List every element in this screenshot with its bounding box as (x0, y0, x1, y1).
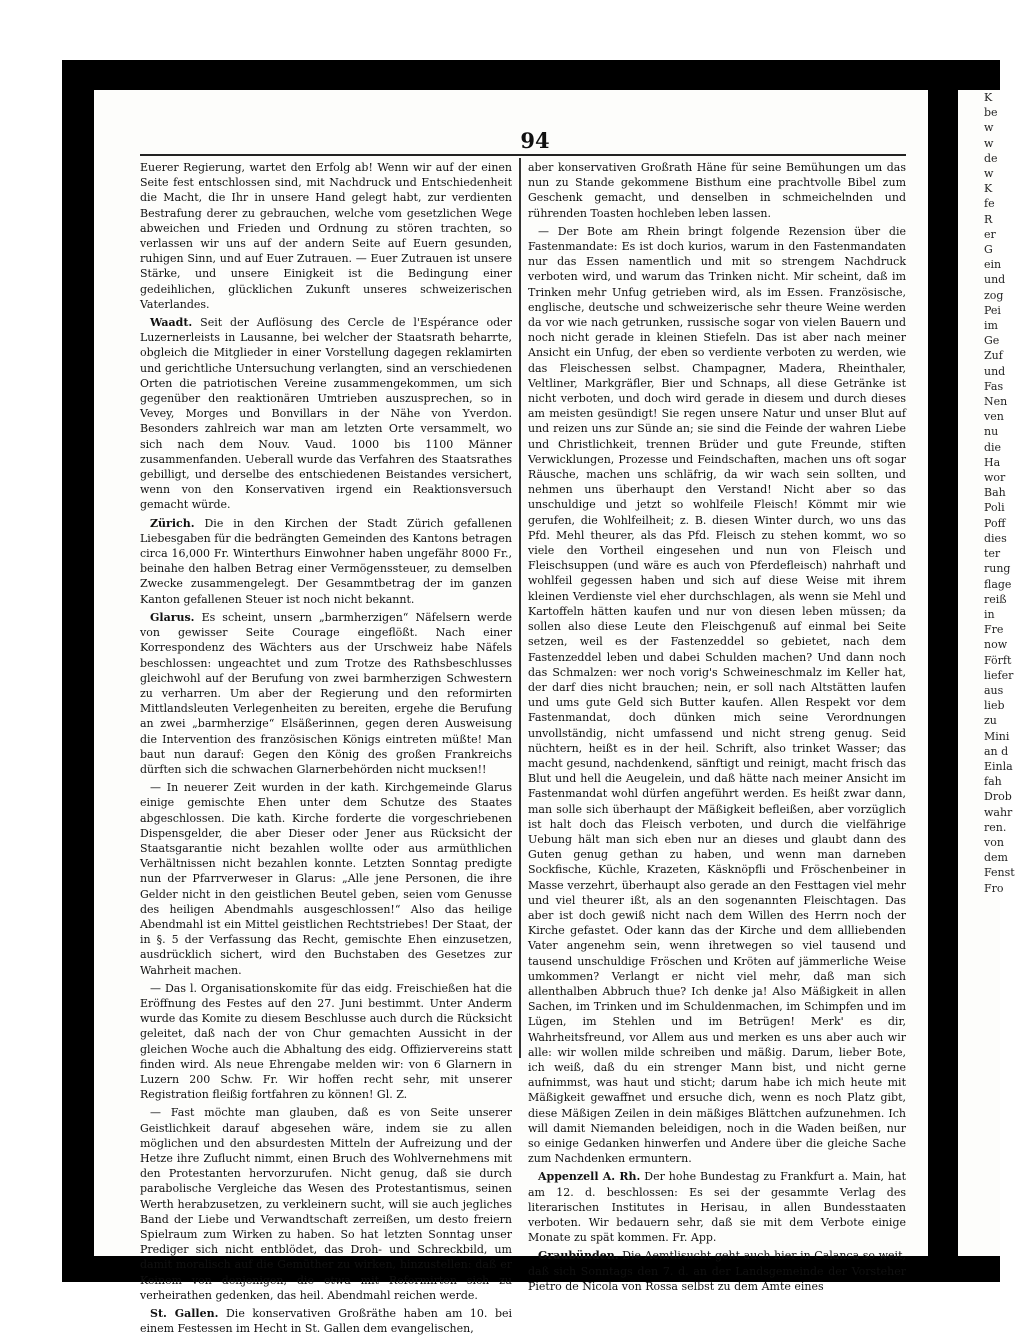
next-page-line-fragment: Ge (984, 334, 1000, 348)
next-page-line-fragment: reiß (984, 592, 1007, 606)
next-page-line-fragment: und (984, 273, 1006, 287)
paragraph-text: Die konservativen Großräthe haben am 10. bei einem Festessen im Hecht in St. Gallen dem evangelischen, (140, 1307, 513, 1336)
next-page-line-fragment: Poli (984, 501, 1005, 515)
next-page-line-fragment: Förft (984, 653, 1012, 667)
paragraph-text: — Das l. Organisationskomite für das eidg. Freischießen hat die Eröffnung des Festes auf den 27. Juni bestimmt. Unter Anderm wurde das Komite zu diesem Beschlusse auch durch die Rücksicht geleitet, daß nach der von Chur gemachten Aussicht in der gleichen Woche auch die Abhaltung des eidg. Offiziervereins statt finden wird. Als neue Ehrengabe melden wir: von 6 Glarnern in Luzern 200 Schw. Fr. Wir hoffen recht sehr, mit unserer Registration fleißig fortfahren zu können! Gl. Z. (140, 981, 512, 1102)
next-page-line-fragment: wor (984, 471, 1006, 485)
next-page-line-fragment: ein (984, 258, 1002, 272)
paragraph-text: Es scheint, unsern „barmherzigen“ Näfelsern werde von gewisser Seite Courage eingeflößt. Nach einer Korrespondenz des Wächters aus der Urschweiz habe Näfels beschlossen: ungeachtet und zum Trotze des Rathsbeschlusses gleichwohl auf der Berufung von zwei barmherzigen Schwestern zu verharren. Um aber der Regierung und den reformirten Mittlandsleuten Verlegenheiten zu bereiten, ergehe die Berufung an zwei „barmherzige“ Elsäßerinnen, gegen deren Ausweisung die Intervention des französischen Königs eintreten müßte! Man baut nun darauf: Gegen den König des großen Frankreichs dürften sich die schwachen Glarnerbehörden nicht mucksen!! (140, 610, 513, 776)
next-page-line-fragment: ren. (984, 820, 1007, 834)
scan-border-top (62, 60, 1000, 90)
next-page-line-fragment: Ha (984, 455, 1001, 469)
next-page-line-fragment: Fro (984, 881, 1004, 895)
adjacent-page-fragment (958, 90, 1015, 1256)
scan-border-left (62, 60, 94, 1282)
article-paragraph (140, 516, 512, 607)
next-page-line-fragment: er (984, 227, 996, 241)
next-page-line-fragment: an d (984, 744, 1009, 758)
next-page-line-fragment: de (984, 151, 998, 165)
next-page-line-fragment: Nen (984, 395, 1008, 409)
next-page-line-fragment: und (984, 364, 1006, 378)
scan-gutter (928, 60, 958, 1282)
next-page-line-fragment: K (984, 182, 993, 196)
paragraph-text: Die in den Kirchen der Stadt Zürich gefallenen Liebesgaben für die bedrängten Gemeinden des Kantons betragen circa 16,000 Fr. Winterthurs Einwohner haben ungefähr 8000 Fr., beinahe den halben Betrag einer Vermögenssteuer, zu demselben Zwecke zusammengelegt. Der Gesammtbetrag der im ganzen Kanton gefallenen Steuer ist noch nicht bekannt. (140, 516, 513, 606)
header-rule (140, 154, 906, 156)
next-page-line-fragment: Zuf (984, 349, 1003, 363)
article-paragraph (528, 160, 906, 221)
canton-heading: Appenzell A. Rh. (538, 1170, 641, 1184)
next-page-line-fragment: dem (984, 851, 1008, 865)
next-page-line-fragment: ter (984, 547, 1001, 561)
next-page-line-fragment: flage (984, 577, 1012, 591)
next-page-line-fragment: Fas (984, 379, 1004, 393)
next-page-line-fragment: R (984, 212, 993, 226)
next-page-line-fragment: rung (984, 562, 1011, 576)
next-page-line-fragment: be (984, 106, 998, 120)
next-page-line-fragment: Poff (984, 516, 1006, 530)
paragraph-text: Euerer Regierung, wartet den Erfolg ab! Wenn wir auf der einen Seite fest entschlossen sind, mit Nachdruck und Entschiedenheit die Macht, die Ihr in unsere Hand gelegt habt, zur verdienten Bestrafung derer zu gebrauchen, welche vom gesetzlichen Wege abweichen und Frieden und Ordnung zu stören trachten, so verlassen wir uns auf der andern Seite auf Euern gesunden, ruhigen Sinn, und auf Euer Zutrauen. — Euer Zutrauen ist unsere Stärke, und unsere Einigkeit ist die Bedingung einer gedeihlichen, glücklichen Zukunft unseres schweizerischen Vaterlandes. (140, 161, 512, 311)
paragraph-text: — Der Bote am Rhein bringt folgende Rezension über die Fastenmandate: Es ist doch kurios, warum in den Fastenmandaten nur das Essen namentlich und mit so strengem Nachdruck verboten wird, und warum das Trinken nicht. Mir scheint, daß im Trinken mehr Unfug getrieben wird, als im Essen. Französische, englische, deutsche und schweizerische sehr theure Weine werden da vor wie nach getrunken, russische sogar von vielen Bauern und noch nicht gerade in kleinen Stiefeln. Das ist aber nach meiner Ansicht ein Unfug, der eben so verdiente verboten zu werden, wie das Fleischessen selbst. Champagner, Madera, Rheinthaler, Veltliner, Markgräfler, Bier und Schnaps, all diese Getränke ist nicht verboten, und doch wird gerade in diesem und durch dieses am meisten gesündigt! Sie regen unsere Natur und unser Blut auf und reizen uns zur Sünde an; sie sind die Feinde der wahren Liebe und Christlichkeit, trennen Brüder und gute Freunde, stiften Verwicklungen, Prozesse und Feindschaften, machen uns oft sogar Räusche, machen uns schläfrig, da wir wach sein sollten, und nehmen uns überhaupt den Verstand! Nicht aber so das unschuldige und jetzt so wohlfeile Fleisch! Kömmt mir wie gerufen, die Wohlfeilheit; z. B. diesen Winter durch, wo uns das Pfd. Mehl theurer, als das Pfd. Fleisch zu stehen kommt, wo so viele den Vortheil eingesehen und nun von Fleisch und Fleischsuppen (und wäre es auch von Pferdefleisch) nahrhaft und wohlfeil gegessen haben und sich auf diese Weise mit ihrem kleinen Verdienste viel eher durchschlagen, als wenn sie Mehl und Kartoffeln hätten kaufen und nur von diesen leben müssen; da sollen also diese Leute den Fleischgenuß auf einmal bei Seite setzen, weil es der Fastenzeddel so gebietet, nach dem Fastenzeddel leben und dabei Schulden machen? Und dann noch das Schmalzen: wer noch vorig's Schweineschmalz im Keller hat, der darf dies nicht brauchen; nein, er soll nach Altstätten laufen und ums gute Geld sich Butter kaufen. Allen Respekt vor dem Fastenmandat, doch dünken mich seine Verordnungen unvollständig, nicht umfassend und nicht streng genug. Seid nüchtern, heißt es in der heil. Schrift, also trinket Wasser; das macht gesund, nachdenkend, sänftigt und reinigt, macht frisch das Blut und hell die Aeugelein, und daß hätte nach meiner Ansicht im Fastenmandat wohl dürfen angeführt werden. Es heißt zwar dann, man solle sich überhaupt der Mäßigkeit befleißen, aber vorzüglich ist halt doch das Fleisch verboten, und durch die vielfährige Uebung hält man sich eben nur an dieses und glaubt dann des Guten genug gethan zu haben, und wenn man darneben Sockfische, Küchle, Krazeten, Käsknöpfli und Fröschenbeiner in Masse verzehrt, überhaupt also gerade an den Festtagen viel mehr und viel theurer ißt, als an den sogenannten Fleischtagen. Das aber ist doch gewiß nicht nach dem Willen des Herrn noch der Kirche gefastet. Oder kann das der Kirche und dem allliebenden Vater angenehm sein, wenn ihretwegen so viel tausend und tausend unschuldige Fröschen und Kröten auf jämmerliche Weise umkommen? Verlangt er nicht viel mehr, daß man sich allenthalben Abbruch thue? Ich denke ja! Also Mäßigkeit in allen Sachen, im Trinken und im Schuldenmachen, im Schimpfen und im Lügen, im Stehlen und im Betrügen! Merk' es dir, Wahrheitsfreund, vor Allem aus und merken es uns aber auch wir alle: wir wollen milde schreiben und mäßig. Darum, lieber Bote, ich weiß, daß du ein strenger Mann bist, und nicht gerne aufnimmst, was haut und sticht; darum habe ich mich heute mit Mäßigkeit gewaffnet und ersuche dich, wenn es noch Platz gibt, diese Mäßigen Zeilen in dein mäßiges Blättchen aufzunehmen. Ich will damit Niemanden beleidigen, noch in die Waden beißen, nur so einige Gedanken hinwerfen und Andere über die gleiche Sache zum Nachdenken ermuntern. (528, 224, 906, 1166)
right-column (528, 160, 906, 1293)
paragraph-text: Seit der Auflösung des Cercle de l'Espérance oder Luzernerleists in Lausanne, bei welcher der Staatsrath beharrte, obgleich die Mitglieder in einer Vorstellung dagegen reklamirten und gerichtliche Untersuchung verlangten, sind an verschiedenen Orten die patriotischen Vereine zusammengekommen, um sich gegenüber den reaktionären Umtrieben auszusprechen, so in Vevey, Morges und Bonvillars in der Nähe von Yverdon. Besonders zahlreich war man am letzten Orte versammelt, wo sich nach dem Nouv. Vaud. 1000 bis 1100 Männer zusammenfanden. Ueberall wurde das Verfahren des Staatsrathes gebilligt, und derselbe des entschiedenen Beistandes versichert, wenn von den Konservativen irgend ein Reaktionsversuch gemacht würde. (140, 316, 512, 512)
canton-heading: Zürich. (150, 516, 195, 530)
next-page-line-fragment: w (984, 121, 994, 135)
next-page-line-fragment: Pei (984, 303, 1001, 317)
next-page-line-fragment: zog (984, 288, 1004, 302)
canton-heading: Waadt. (150, 316, 193, 330)
article-paragraph (140, 160, 512, 312)
article-paragraph (140, 610, 512, 777)
article-paragraph (140, 981, 512, 1103)
next-page-line-fragment: liefer (984, 668, 1014, 682)
next-page-line-fragment: aus (984, 683, 1004, 697)
next-page-line-fragment: w (984, 136, 994, 150)
article-paragraph (528, 224, 906, 1167)
next-page-line-fragment: wahr (984, 805, 1013, 819)
left-column (140, 160, 513, 1336)
article-paragraph (528, 1169, 906, 1245)
paragraph-text: Die Aemtlisucht geht auch hier in Calanca so weit, daß sich Sonntags den 7. d. an der Landsgemeinde der Vorsteher Pietro de Nicola von Rossa selbst zu dem Amte eines (528, 1249, 906, 1293)
next-page-line-fragment: nu (984, 425, 999, 439)
paragraph-text: — Fast möchte man glauben, daß es von Seite unserer Geistlichkeit darauf abgesehen wäre, indem sie zu allen möglichen und den absurdesten Mitteln der Aufreizung und der Hetze ihre Zuflucht nimmt, einen Bruch des Wohlvernehmens mit den Protestanten hervorzurufen. Nicht genug, daß sie durch parabolische Vergleiche das Wesen des Protestantismus, seinen Werth herabzusetzen, zu verkleinern sucht, will sie auch jegliches Band der Liebe und Verwandtschaft zerreißen, um desto freiern Spielraum zum Wirken zu haben. So hat letzten Sonntag unser Prediger sich nicht entblödet, das Droh- und Schreckbild, um damit moralisch auf die Gemüther zu wirken, hinzustellen: daß er Keinem von denjenigen, die etwa mit Reformirten sich zu verheirathen gedenken, das heil. Abendmahl reichen werde. (140, 1106, 512, 1302)
next-page-line-fragment: Bah (984, 486, 1006, 500)
next-page-line-fragment: von (984, 835, 1004, 849)
article-paragraph (140, 780, 512, 978)
next-page-line-fragment: im (984, 319, 998, 333)
paragraph-text: aber konservativen Großrath Häne für seine Bemühungen um das nun zu Stande gekommene Bisthum eine prachtvolle Bibel zum Geschenk gemacht, und denselben in schmeichelnden und rührenden Toasten hochleben leben lassen. (528, 161, 906, 220)
next-page-line-fragment: Einla (984, 759, 1013, 773)
page-number: 94 (520, 128, 550, 153)
canton-heading: Graubünden. (538, 1249, 619, 1263)
next-page-line-fragment: die (984, 440, 1002, 454)
next-page-line-fragment: fe (984, 197, 995, 211)
next-page-line-fragment: G (984, 243, 993, 257)
next-page-line-fragment: in (984, 607, 995, 621)
next-page-line-fragment: ven (984, 410, 1004, 424)
next-page-line-fragment: Fre (984, 623, 1004, 637)
next-page-line-fragment: K (984, 91, 993, 104)
paragraph-text: — In neuerer Zeit wurden in der kath. Kirchgemeinde Glarus einige gemischte Ehen unter dem Schutze des Staates abgeschlossen. Die kath. Kirche forderte die vorgeschriebenen Dispensgelder, die aber Dieser oder Jener aus Rücksicht der Staatsgarantie nicht bezahlen wollte oder aus armüthlichen Verhältnissen nicht bezahlen konnte. Letzten Sonntag predigte nun der Pfarrverweser in Glarus: „Alle jene Personen, die ihre Gelder nicht in den geistlichen Beutel geben, seien vom Genusse des heiligen Abendmahls ausgeschlossen!“ Also das heilige Abendmahl ist ein Mittel geistlichen Rechtstriebes! Der Staat, der in §. 5 der Verfassung das Recht, gemischte Ehen einzusetzen, ausdrücklich sichert, wird den Buchstaben des Gesetzes zur Wahrheit machen. (140, 781, 512, 977)
next-page-line-fragment: Drob (984, 790, 1012, 804)
article-paragraph (140, 1105, 512, 1303)
article-paragraph (140, 315, 512, 513)
next-page-line-fragment: Mini (984, 729, 1010, 743)
next-page-line-fragment: zu (984, 714, 997, 728)
next-page-line-fragment: fah (984, 775, 1002, 789)
article-paragraph (140, 1306, 512, 1336)
next-page-line-fragment: Fenst (984, 866, 1015, 880)
canton-heading: St. Gallen. (150, 1307, 219, 1321)
next-page-line-fragment: w (984, 167, 994, 181)
next-page-line-fragment: lieb (984, 699, 1005, 713)
paragraph-text: Der hohe Bundestag zu Frankfurt a. Main, hat am 12. d. beschlossen: Es sei der gesammte Verlag des literarischen Institutes in Herisau, in allen Bundesstaaten verboten. Wir bedauern sehr, daß sie mit dem Verbote einige Monate zu spät kommen. Fr. App. (528, 1170, 906, 1245)
next-page-line-fragment: dies (984, 531, 1007, 545)
canton-heading: Glarus. (150, 610, 195, 624)
next-page-line-fragment: now (984, 638, 1008, 652)
article-paragraph (528, 1248, 906, 1294)
column-divider (519, 158, 521, 1058)
